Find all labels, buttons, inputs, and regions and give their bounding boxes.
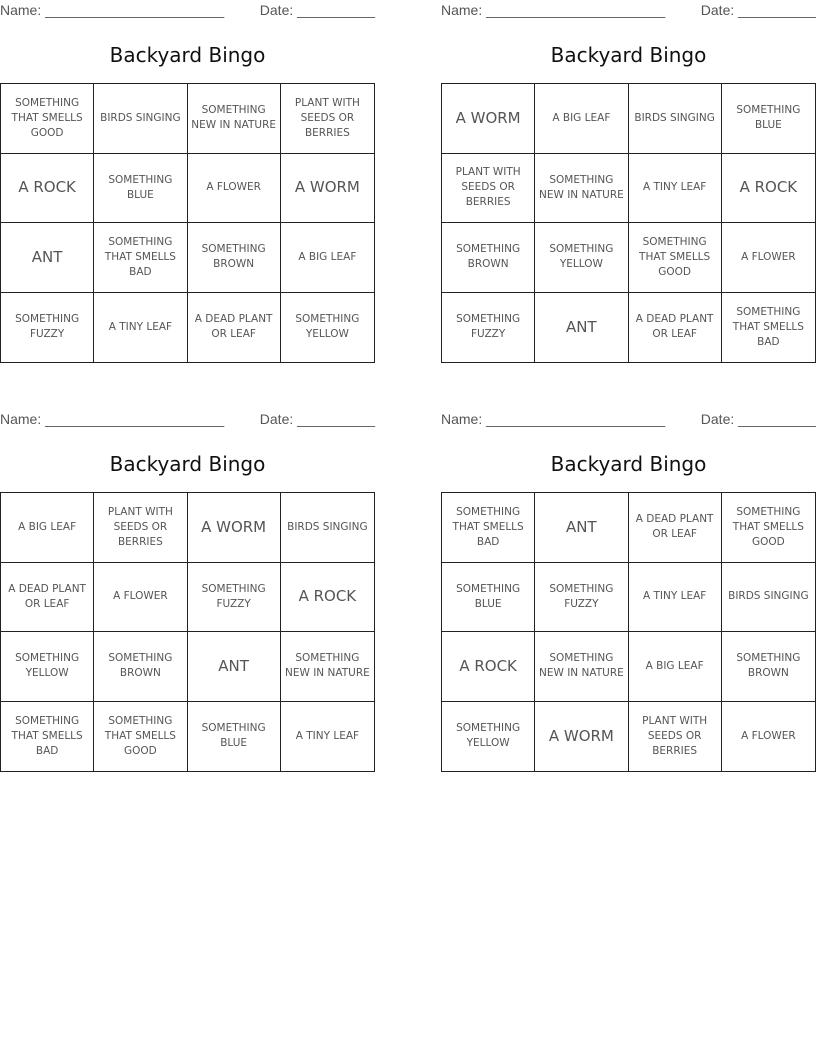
bingo-cell: SOMETHING FUZZY <box>442 293 535 363</box>
bingo-cell: SOMETHING BLUE <box>94 154 187 224</box>
bingo-cell: A FLOWER <box>722 223 815 293</box>
name-field: Name: _______________________ <box>441 411 666 427</box>
date-field: Date: __________ <box>700 411 816 427</box>
bingo-cell: A TINY LEAF <box>295 729 360 742</box>
bingo-cell: ANT <box>535 293 628 363</box>
bingo-cell: SOMETHING THAT SMELLS GOOD <box>722 493 815 563</box>
bingo-cell: BIRDS SINGING <box>94 84 187 154</box>
bingo-cell: ANT <box>1 223 94 293</box>
bingo-cell: SOMETHING BLUE <box>442 563 535 633</box>
bingo-cell: PLANT WITH SEEDS OR BERRIES <box>94 493 187 563</box>
bingo-cell: A DEAD PLANT OR LEAF <box>1 563 94 633</box>
bingo-cell: SOMETHING FUZZY <box>1 293 94 363</box>
card-title: Backyard Bingo <box>550 452 707 476</box>
bingo-cell: A DEAD PLANT OR LEAF <box>629 293 722 363</box>
bingo-cell: A TINY LEAF <box>629 154 722 224</box>
bingo-grid <box>441 492 816 772</box>
bingo-cell: SOMETHING YELLOW <box>442 702 535 772</box>
bingo-cell: SOMETHING YELLOW <box>295 313 360 341</box>
card-title: Backyard Bingo <box>109 452 266 476</box>
bingo-cell: SOMETHING THAT SMELLS GOOD <box>94 702 187 772</box>
bingo-cell: A WORM <box>281 154 374 224</box>
bingo-cell: PLANT WITH SEEDS OR BERRIES <box>629 702 722 772</box>
bingo-cell: SOMETHING BROWN <box>188 223 281 293</box>
bingo-cell: SOMETHING NEW IN NATURE <box>535 154 628 224</box>
bingo-cell: A WORM <box>535 702 628 772</box>
bingo-cell: SOMETHING BLUE <box>188 702 281 772</box>
bingo-cell: ANT <box>188 632 281 702</box>
bingo-cell: SOMETHING THAT SMELLS GOOD <box>1 84 94 154</box>
name-field: Name: _______________________ <box>0 2 225 18</box>
bingo-cell: A DEAD PLANT OR LEAF <box>629 493 722 563</box>
date-field: Date: __________ <box>259 411 375 427</box>
bingo-cell: BIRDS SINGING <box>722 563 815 633</box>
card-title: Backyard Bingo <box>109 43 266 67</box>
date-field: Date: __________ <box>700 2 816 18</box>
bingo-cell: SOMETHING NEW IN NATURE <box>535 632 628 702</box>
bingo-cell: SOMETHING NEW IN NATURE <box>188 84 281 154</box>
bingo-cell: A ROCK <box>722 154 815 224</box>
bingo-cell: SOMETHING THAT SMELLS GOOD <box>629 223 722 293</box>
bingo-cell: A FLOWER <box>741 729 796 742</box>
bingo-grid <box>441 83 816 363</box>
bingo-cell: SOMETHING BROWN <box>722 632 815 702</box>
bingo-cell: ANT <box>535 493 628 563</box>
bingo-cell: A BIG LEAF <box>281 223 374 293</box>
bingo-cell: SOMETHING THAT SMELLS BAD <box>442 493 535 563</box>
bingo-cell: A FLOWER <box>188 154 281 224</box>
bingo-cell: A FLOWER <box>94 563 187 633</box>
bingo-cell: A BIG LEAF <box>535 84 628 154</box>
bingo-cell: SOMETHING THAT SMELLS BAD <box>732 305 804 348</box>
bingo-cell: SOMETHING BROWN <box>94 632 187 702</box>
bingo-cell: A DEAD PLANT OR LEAF <box>188 293 281 363</box>
bingo-cell: A WORM <box>442 84 535 154</box>
bingo-cell: A ROCK <box>442 632 535 702</box>
bingo-cell: SOMETHING YELLOW <box>535 223 628 293</box>
bingo-cell: SOMETHING BLUE <box>722 84 815 154</box>
bingo-cell: SOMETHING THAT SMELLS BAD <box>1 702 94 772</box>
date-field: Date: __________ <box>259 2 375 18</box>
bingo-cell: A WORM <box>188 493 281 563</box>
bingo-cell: A ROCK <box>281 563 374 633</box>
bingo-grid <box>0 83 375 363</box>
bingo-cell: SOMETHING FUZZY <box>188 563 281 633</box>
bingo-cell: BIRDS SINGING <box>629 84 722 154</box>
name-field: Name: _______________________ <box>0 411 225 427</box>
bingo-cell: SOMETHING NEW IN NATURE <box>281 632 374 702</box>
bingo-cell: PLANT WITH SEEDS OR BERRIES <box>281 84 374 154</box>
bingo-cell: BIRDS SINGING <box>281 493 374 563</box>
bingo-cell: SOMETHING BROWN <box>442 223 535 293</box>
bingo-cell: SOMETHING YELLOW <box>1 632 94 702</box>
bingo-cell: A BIG LEAF <box>629 632 722 702</box>
bingo-grid <box>0 492 375 772</box>
bingo-cell: A ROCK <box>1 154 94 224</box>
bingo-cell: A TINY LEAF <box>629 563 722 633</box>
name-field: Name: _______________________ <box>441 2 666 18</box>
bingo-cell: PLANT WITH SEEDS OR BERRIES <box>442 154 535 224</box>
bingo-cell: A TINY LEAF <box>94 293 187 363</box>
bingo-cell: A BIG LEAF <box>1 493 94 563</box>
bingo-cell: SOMETHING THAT SMELLS BAD <box>94 223 187 293</box>
bingo-cell: SOMETHING FUZZY <box>535 563 628 633</box>
card-title: Backyard Bingo <box>550 43 707 67</box>
